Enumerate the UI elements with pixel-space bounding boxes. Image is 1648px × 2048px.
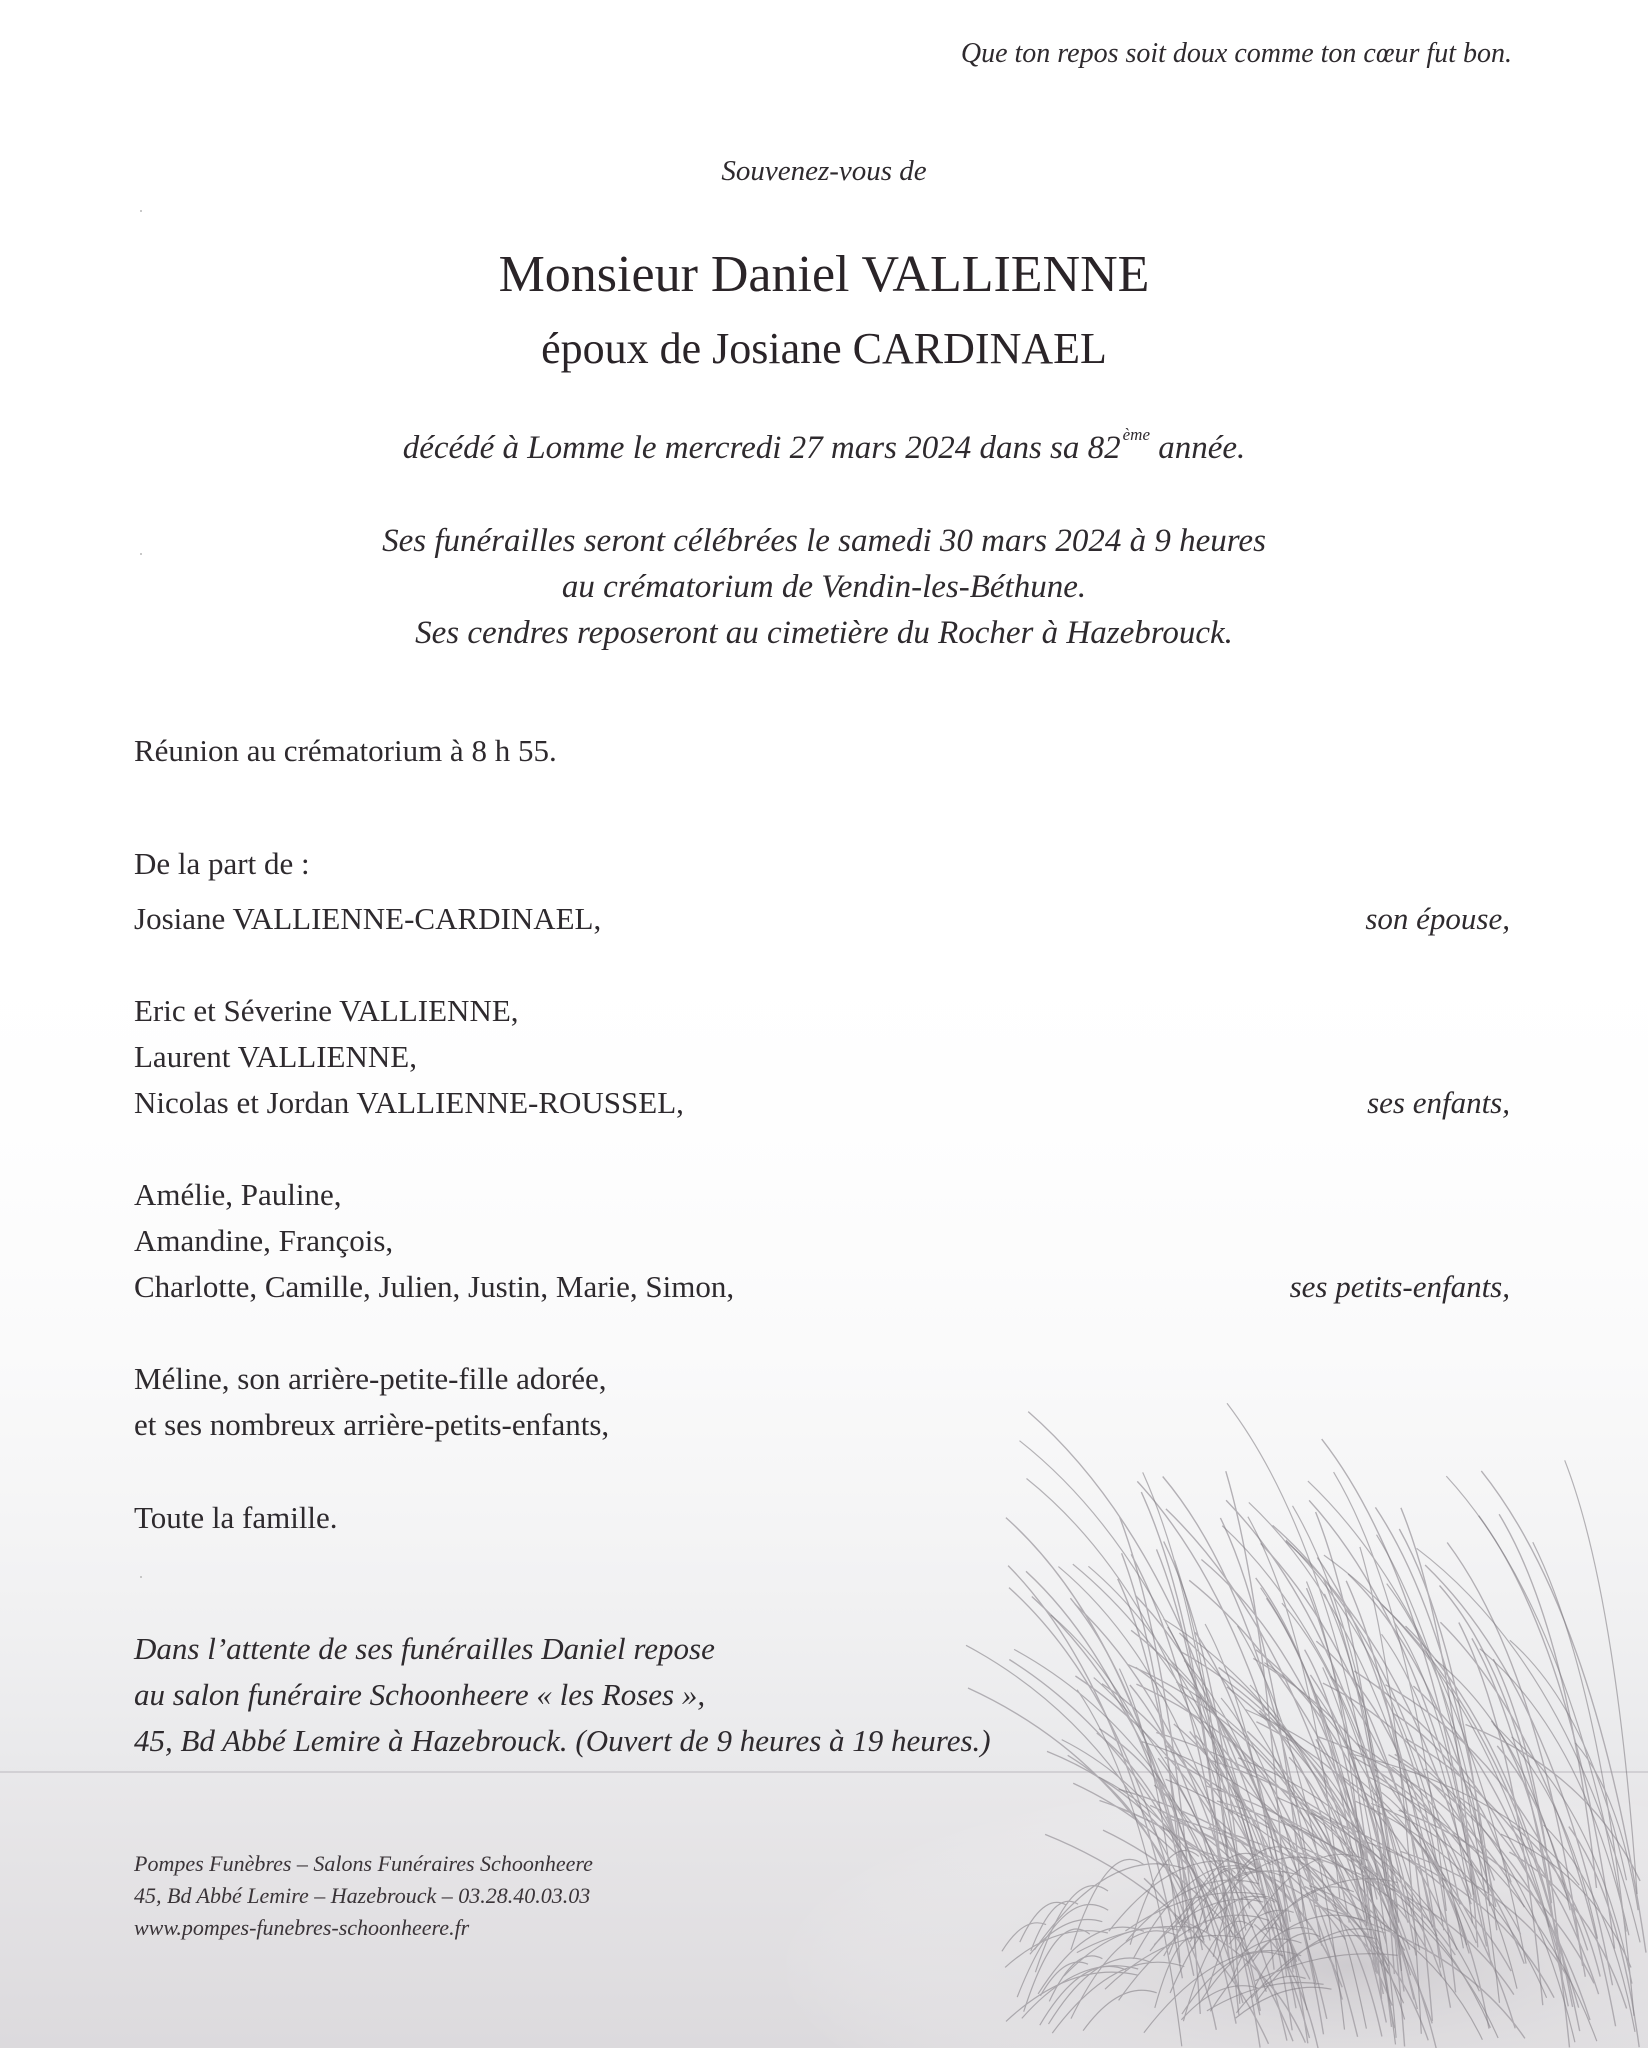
deceased-name: Monsieur Daniel VALLIENNE	[498, 246, 1150, 303]
funeral-home-footer	[134, 1848, 593, 1944]
family-group-all	[134, 1495, 338, 1541]
repose-details	[134, 1626, 991, 1764]
ordinal-superscript: ème	[1122, 425, 1151, 444]
repose-line: 45, Bd Abbé Lemire à Hazebrouck. (Ouvert de 9 heures à 19 heures.)	[134, 1723, 991, 1758]
death-text-end: année.	[1150, 430, 1246, 466]
from-label: De la part de :	[134, 846, 310, 881]
family-member: Eric et Séverine VALLIENNE,	[134, 993, 519, 1028]
family-member: Méline, son arrière-petite-fille adorée,	[134, 1361, 607, 1396]
funeral-line: Ses cendres reposeront au cimetière du Rocher à Hazebrouck.	[415, 615, 1233, 651]
relation-label: son épouse,	[1365, 901, 1510, 936]
family-member: Charlotte, Camille, Julien, Justin, Marie, Simon,	[134, 1269, 735, 1304]
death-notice	[0, 425, 1648, 467]
paper-speck	[140, 553, 142, 555]
relation-label: ses enfants,	[1367, 1085, 1510, 1120]
family-member: Josiane VALLIENNE-CARDINAEL,	[134, 901, 602, 936]
relation-label: ses petits-enfants,	[1289, 1269, 1510, 1304]
family-group-great-grandchildren	[134, 1356, 609, 1448]
family-member: Toute la famille.	[134, 1500, 338, 1535]
footer-company: Pompes Funèbres – Salons Funéraires Schoonheere	[134, 1851, 593, 1876]
death-text: décédé à Lomme le mercredi 27 mars 2024 dans sa 82	[402, 430, 1121, 466]
funeral-line: Ses funérailles seront célébrées le samedi 30 mars 2024 à 9 heures	[382, 523, 1266, 559]
paper-speck	[140, 1576, 142, 1578]
motto: Que ton repos soit doux comme ton cœur fut bon.	[960, 38, 1512, 69]
spouse-line: époux de Josiane CARDINAEL	[541, 324, 1107, 373]
family-member: et ses nombreux arrière-petits-enfants,	[134, 1407, 610, 1442]
family-member: Amélie, Pauline,	[134, 1177, 342, 1212]
family-member: Laurent VALLIENNE,	[134, 1039, 417, 1074]
family-member: Amandine, François,	[134, 1223, 394, 1258]
paper-speck	[140, 210, 142, 212]
meeting-line: Réunion au crématorium à 8 h 55.	[134, 733, 557, 768]
family-member: Nicolas et Jordan VALLIENNE-ROUSSEL,	[134, 1085, 684, 1120]
funeral-line: au crématorium de Vendin-les-Béthune.	[561, 569, 1087, 605]
footer-website: www.pompes-funebres-schoonheere.fr	[134, 1915, 470, 1940]
repose-line: Dans l’attente de ses funérailles Daniel repose	[134, 1631, 715, 1666]
family-group-spouse	[134, 896, 601, 942]
family-group-grandchildren	[134, 1172, 734, 1310]
intro-line: Souvenez-vous de	[721, 155, 927, 187]
footer-address: 45, Bd Abbé Lemire – Hazebrouck – 03.28.40.03.03	[134, 1883, 591, 1908]
repose-line: au salon funéraire Schoonheere « les Roses »,	[134, 1677, 706, 1712]
family-group-children	[134, 988, 684, 1126]
funeral-details	[0, 518, 1648, 656]
